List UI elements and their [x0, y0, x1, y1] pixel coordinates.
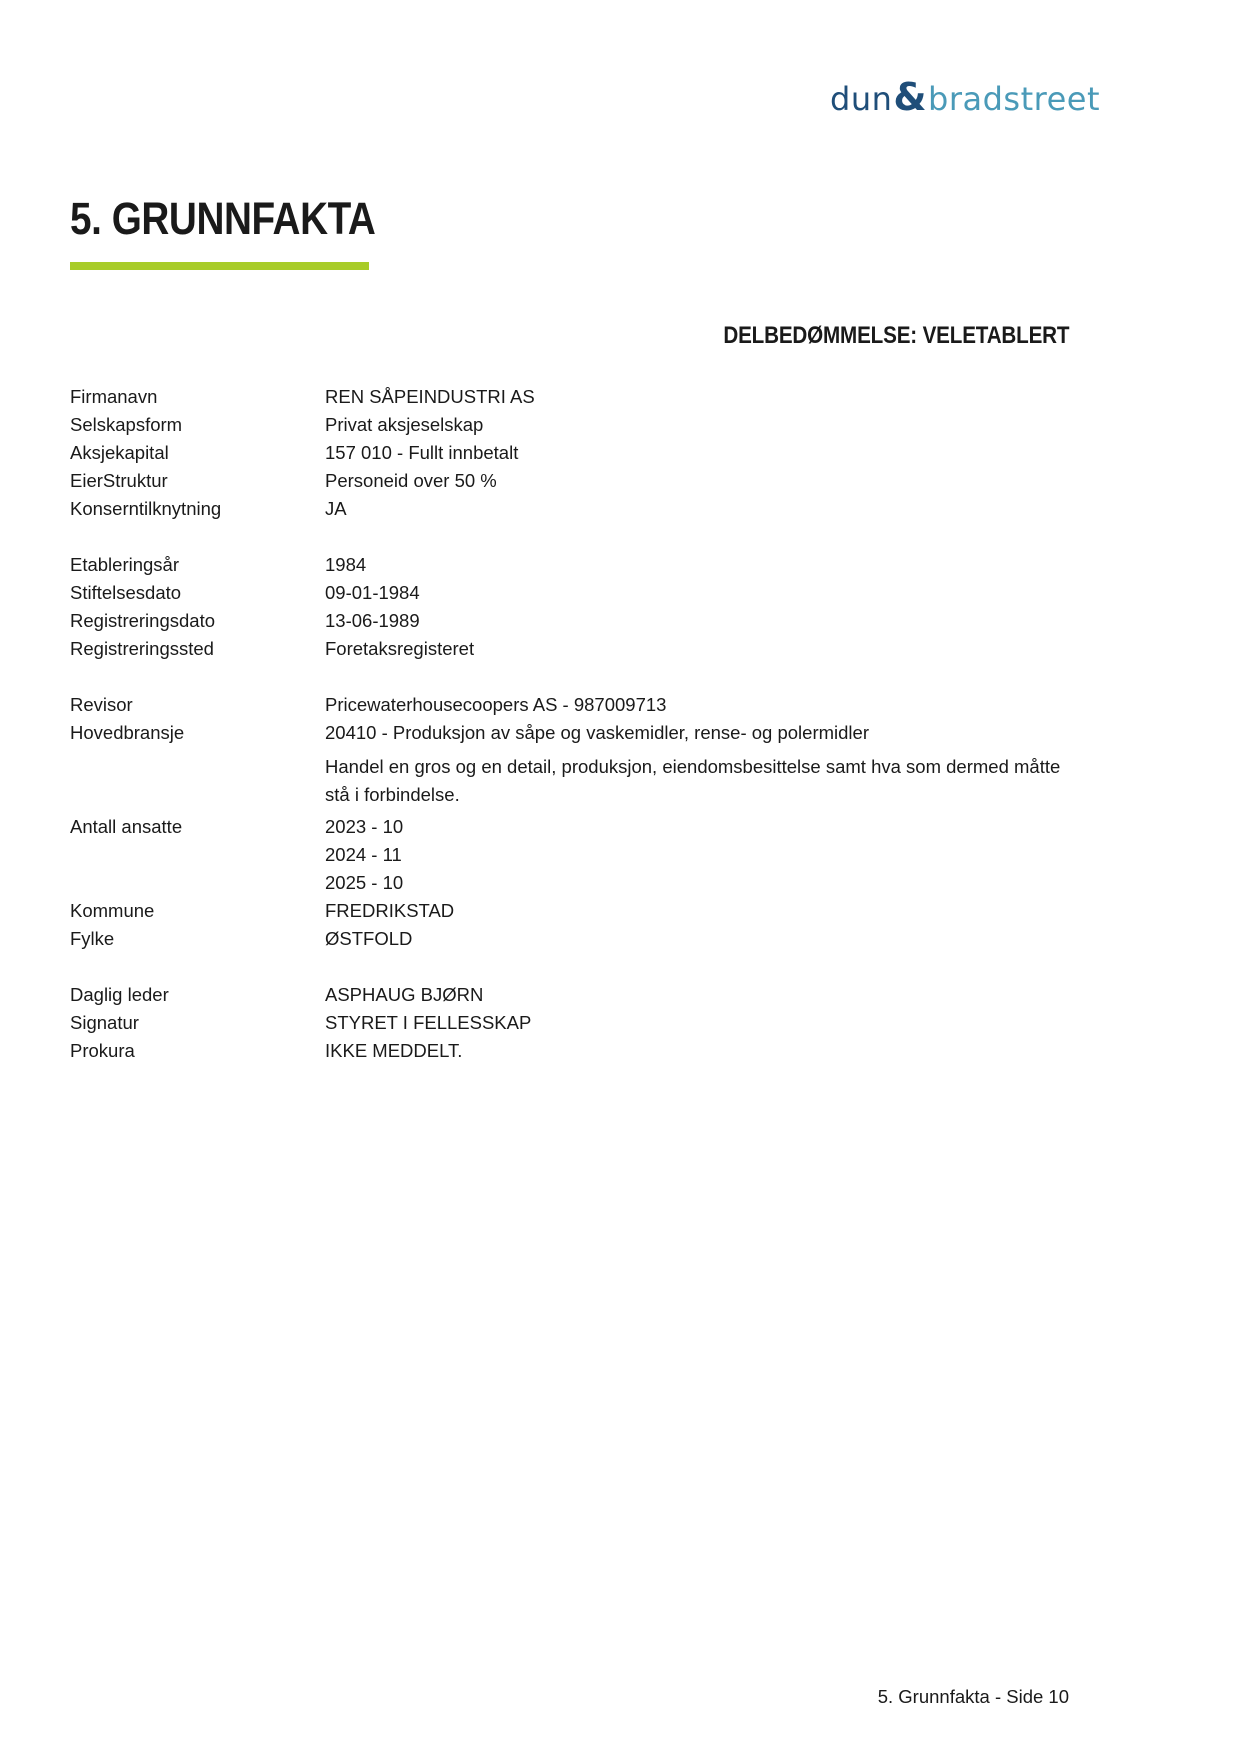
- logo-ampersand: &: [893, 75, 928, 119]
- fact-row-fylke: [70, 925, 1070, 953]
- fact-value: 2024 - 11: [325, 844, 402, 865]
- fact-label: Fylke: [70, 928, 115, 949]
- fact-row-stiftelsesdato: [70, 579, 1070, 607]
- fact-label: Kommune: [70, 900, 155, 921]
- fact-row-registreringssted: [70, 635, 1070, 663]
- fact-value: 2023 - 10: [325, 816, 404, 837]
- fact-row-daglig-leder: [70, 981, 1070, 1009]
- fact-label: Etableringsår: [70, 554, 180, 575]
- section-gap: [70, 663, 1070, 691]
- fact-label: Prokura: [70, 1040, 135, 1061]
- fact-value: Personeid over 50 %: [325, 470, 497, 491]
- fact-value: 157 010 - Fullt innbetalt: [325, 442, 519, 463]
- fact-value: Foretaksregisteret: [325, 638, 475, 659]
- section-gap: [70, 953, 1070, 981]
- fact-value: 20410 - Produksjon av såpe og vaskemidler, rense- og polermidler: [325, 722, 869, 743]
- fact-label: Daglig leder: [70, 984, 169, 1005]
- fact-value: 1984: [325, 554, 367, 575]
- fact-row-registreringsdato: [70, 607, 1070, 635]
- fact-value: ASPHAUG BJØRN: [325, 984, 484, 1005]
- fact-label: Registreringsdato: [70, 610, 215, 631]
- fact-row-selskapsform: [70, 411, 1070, 439]
- fact-row-revisor: [70, 691, 1070, 719]
- fact-label: Stiftelsesdato: [70, 582, 182, 603]
- fact-label: Aksjekapital: [70, 442, 169, 463]
- fact-value: Privat aksjeselskap: [325, 414, 484, 435]
- section-gap: [70, 523, 1070, 551]
- fact-value: Pricewaterhousecoopers AS - 987009713: [325, 694, 667, 715]
- fact-label: Registreringssted: [70, 638, 214, 659]
- page-footer: 5. Grunnfakta - Side 10: [877, 1686, 1069, 1707]
- fact-label: Selskapsform: [70, 414, 183, 435]
- fact-label: Hovedbransje: [70, 722, 185, 743]
- fact-row-etableringsar: [70, 551, 1070, 579]
- fact-value: 09-01-1984: [325, 582, 420, 603]
- fact-row-antall-ansatte-2024: [70, 841, 1070, 869]
- fact-row-hovedbransje: [70, 719, 1070, 747]
- fact-label: EierStruktur: [70, 470, 168, 491]
- fact-row-konserntilknytning: [70, 495, 1070, 523]
- fact-value: JA: [325, 498, 347, 519]
- fact-row-prokura: [70, 1037, 1070, 1065]
- section-title: 5. GRUNNFAKTA: [70, 193, 376, 244]
- fact-label: Antall ansatte: [70, 816, 183, 837]
- business-purpose-text: Handel en gros og en detail, produksjon, eiendomsbesittelse samt hva som dermed måtte stå i forbindelse.: [325, 756, 1061, 805]
- fact-row-eierstruktur: [70, 467, 1070, 495]
- fact-row-signatur: [70, 1009, 1070, 1037]
- fact-value: 13-06-1989: [325, 610, 420, 631]
- fact-value: FREDRIKSTAD: [325, 900, 455, 921]
- fact-value: STYRET I FELLESSKAP: [325, 1012, 532, 1033]
- fact-row-kommune: [70, 897, 1070, 925]
- dun-bradstreet-logo: [830, 75, 1100, 119]
- rating-heading: DELBEDØMMELSE: VELETABLERT: [722, 322, 1069, 349]
- fact-value: ØSTFOLD: [325, 928, 413, 949]
- fact-row-firmanavn: [70, 383, 1070, 411]
- fact-value: 2025 - 10: [325, 872, 404, 893]
- fact-row-aksjekapital: [70, 439, 1070, 467]
- title-underline: [70, 262, 369, 270]
- facts-table: [70, 383, 1070, 1065]
- fact-value: IKKE MEDDELT.: [325, 1040, 463, 1061]
- fact-row-antall-ansatte-2025: [70, 869, 1070, 897]
- fact-row-antall-ansatte: [70, 813, 1070, 841]
- logo-text-bradstreet: bradstreet: [928, 80, 1100, 118]
- fact-value: REN SÅPEINDUSTRI AS: [325, 386, 535, 407]
- logo-text-dun: dun: [830, 80, 893, 118]
- fact-label: Revisor: [70, 694, 133, 715]
- fact-label: Signatur: [70, 1012, 139, 1033]
- fact-label: Firmanavn: [70, 386, 158, 407]
- fact-label: Konserntilknytning: [70, 498, 222, 519]
